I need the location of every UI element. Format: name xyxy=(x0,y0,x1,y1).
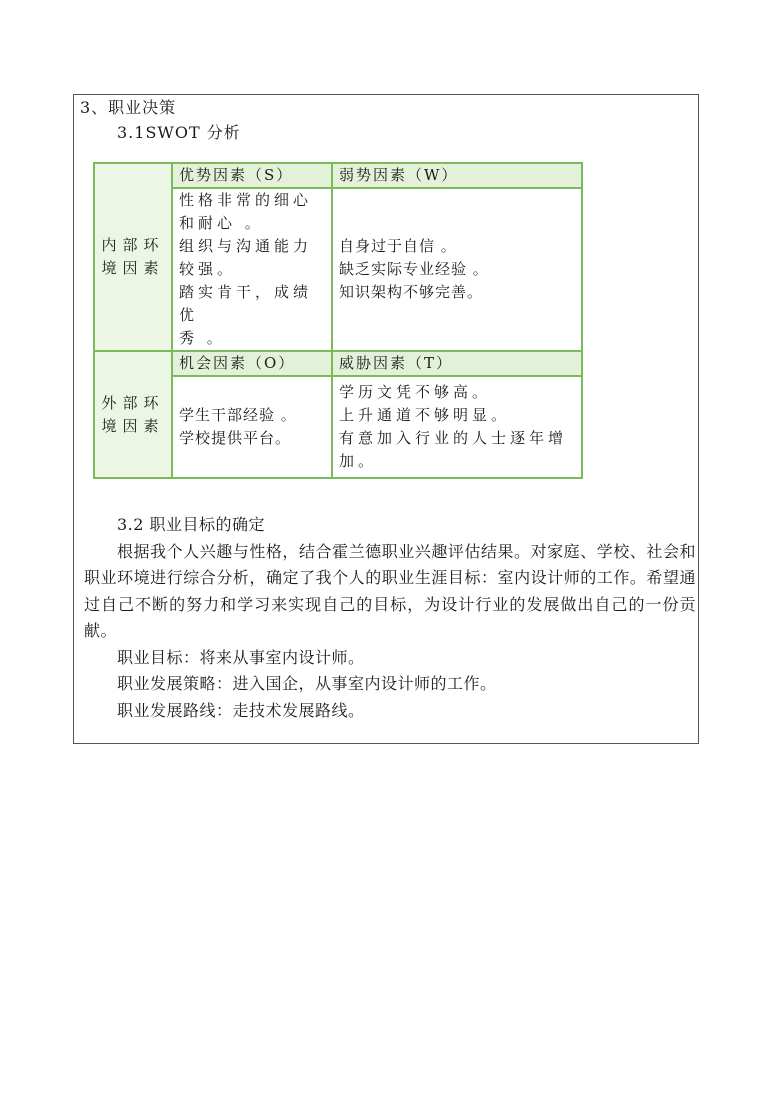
swot-subtitle: 3.1SWOT 分析 xyxy=(117,123,241,142)
development-strategy-line: 职业发展策略：进入国企，从事室内设计师的工作。 xyxy=(117,674,497,693)
weaknesses-header: 弱势因素（W） xyxy=(332,163,582,188)
opportunities-cell xyxy=(172,376,332,478)
threat-line: 加。 xyxy=(339,452,378,470)
strength-line: 踏实肯干，成绩优 xyxy=(179,283,313,324)
opportunities-header: 机会因素（O） xyxy=(172,351,332,376)
weaknesses-cell xyxy=(332,188,582,351)
career-goal-line: 职业目标：将来从事室内设计师。 xyxy=(117,647,365,667)
opportunity-line: 学生干部经验 。 xyxy=(179,406,297,424)
threat-line: 上升通道不够明显。 xyxy=(339,406,511,424)
weakness-line: 自身过于自信 。 xyxy=(339,237,457,255)
development-route-line: 职业发展路线：走技术发展路线。 xyxy=(117,700,365,720)
external-factors-label: 外部环境因素 xyxy=(94,351,172,478)
strength-line: 性格非常的细心 xyxy=(179,191,313,209)
strength-line: 组织与沟通能力 xyxy=(179,237,313,255)
weakness-line: 缺乏实际专业经验 。 xyxy=(339,260,489,278)
strength-line: 和耐心 。 xyxy=(179,214,264,232)
goal-heading: 3.2 职业目标的确定 xyxy=(117,515,266,534)
career-goal-section xyxy=(84,512,696,724)
internal-factors-label: 内部环境因素 xyxy=(94,163,172,351)
strengths-header: 优势因素（S） xyxy=(172,163,332,188)
weakness-line: 知识架构不够完善。 xyxy=(339,283,484,301)
goal-paragraph: 根据我个人兴趣与性格，结合霍兰德职业兴趣评估结果。对家庭、学校、社会和职业环境进行综合分析，确定了我个人的职业生涯目标：室内设计师的工作。希望通过自己不断的努力和学习来实现自己的目标，为设计行业的发展做出自己的一份贡献。 xyxy=(84,541,696,640)
threats-cell xyxy=(332,376,582,478)
table-row xyxy=(94,163,582,188)
table-row xyxy=(94,351,582,376)
threat-line: 学历文凭不够高。 xyxy=(339,383,492,401)
opportunity-line: 学校提供平台。 xyxy=(179,429,292,447)
strengths-cell xyxy=(172,188,332,351)
strength-line: 秀 。 xyxy=(179,329,226,347)
threats-header: 威胁因素（T） xyxy=(332,351,582,376)
threat-line: 有意加入行业的人士逐年增 xyxy=(339,429,568,447)
section-title: 3、职业决策 xyxy=(80,98,177,117)
strength-line: 较强。 xyxy=(179,260,237,278)
swot-table xyxy=(93,162,583,479)
